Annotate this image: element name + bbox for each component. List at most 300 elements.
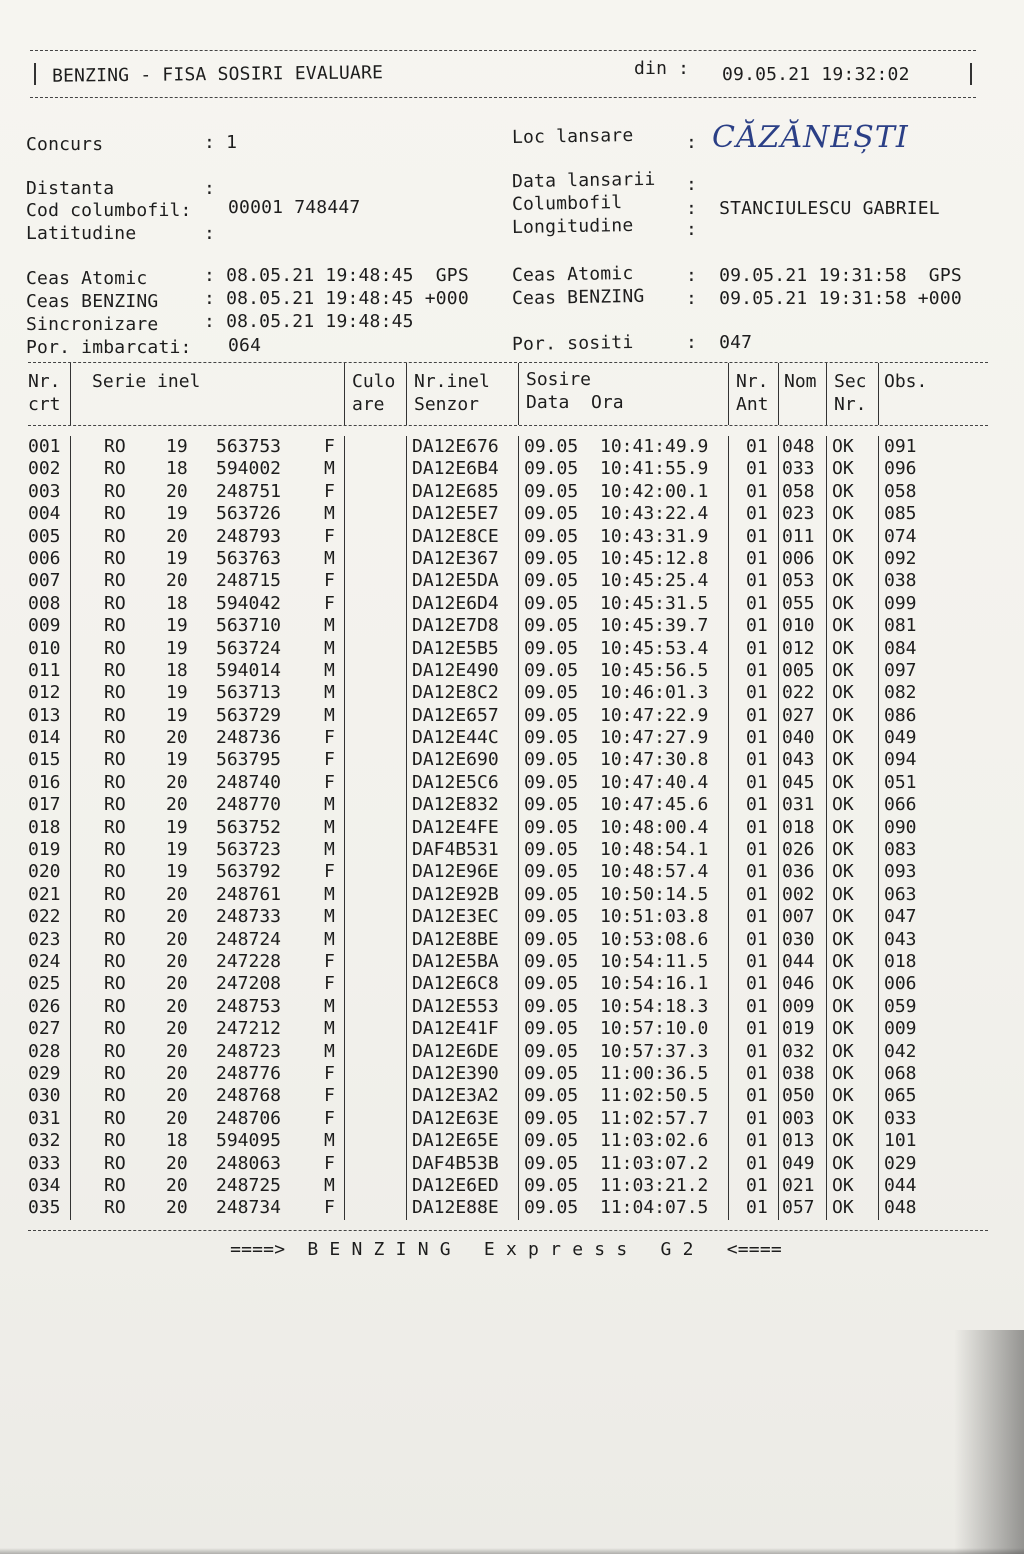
cell-ant: 01: [746, 883, 768, 905]
cell-senzor: DAF4B531: [412, 839, 499, 861]
cell-an: 20: [166, 906, 188, 928]
cell-data: 09.05: [524, 615, 579, 637]
cell-tara: RO: [104, 592, 126, 614]
table-row: [28, 951, 988, 973]
cell-nom: 031: [782, 794, 815, 816]
cell-inel: 563753: [216, 436, 282, 457]
page-shadow: [954, 1330, 1024, 1554]
cell-senzor: DA12E92B: [412, 883, 499, 905]
cell-ora: 10:47:30.8: [600, 749, 709, 771]
cell-sex: F: [324, 771, 335, 793]
cell-an: 19: [166, 861, 188, 883]
cell-senzor: DA12E832: [412, 794, 499, 816]
cell-tara: RO: [104, 637, 126, 659]
cell-nom: 050: [782, 1085, 815, 1107]
cell-senzor: DA12E63E: [412, 1107, 499, 1129]
cell-obs: 090: [884, 816, 917, 838]
cell-inel: 563729: [216, 704, 282, 726]
cell-sec: OK: [832, 928, 854, 950]
data-lansarii-label: Data lansarii: [511, 168, 656, 193]
concurs-label: Concurs: [26, 134, 104, 155]
cell-nr: 032: [28, 1130, 61, 1152]
cell-ora: 10:42:00.1: [600, 480, 709, 502]
cell-senzor: DA12E5E7: [412, 503, 499, 525]
cell-obs: 029: [884, 1152, 917, 1174]
cell-senzor: DA12E6D4: [412, 592, 499, 614]
cell-obs: 006: [884, 973, 917, 995]
cell-nom: 027: [782, 704, 815, 726]
cell-ora: 11:03:02.6: [600, 1130, 709, 1152]
cell-ant: 01: [746, 704, 768, 726]
cell-data: 09.05: [524, 525, 579, 547]
cell-sec: OK: [832, 704, 854, 726]
cell-inel: 563763: [216, 547, 282, 569]
cell-ora: 11:03:07.2: [600, 1152, 709, 1174]
cell-obs: 092: [884, 547, 917, 569]
cell-ant: 01: [746, 861, 768, 883]
cell-sec: OK: [832, 1062, 854, 1084]
cell-obs: 096: [884, 458, 917, 480]
cell-ora: 10:48:57.4: [600, 861, 709, 883]
cell-sec: OK: [832, 771, 854, 793]
cell-sec: OK: [832, 1085, 854, 1107]
table-row: [28, 615, 988, 637]
cell-obs: 047: [884, 906, 917, 928]
cell-sex: M: [324, 906, 335, 928]
cell-ora: 10:41:55.9: [600, 458, 709, 480]
table-row: [28, 839, 988, 861]
arrivals-table: [28, 362, 988, 1231]
cell-nr: 006: [28, 547, 61, 569]
cell-ora: 11:02:57.7: [600, 1107, 709, 1129]
cell-nr: 002: [28, 458, 61, 480]
cell-data: 09.05: [524, 592, 579, 614]
cell-nr: 026: [28, 995, 61, 1017]
cell-nom: 053: [782, 570, 815, 592]
cell-ant: 01: [746, 749, 768, 771]
cell-data: 09.05: [524, 659, 579, 681]
cell-sec: OK: [832, 1107, 854, 1129]
cell-ant: 01: [746, 1018, 768, 1040]
cell-obs: 066: [884, 794, 917, 816]
cell-nom: 018: [782, 816, 815, 838]
left-ceas-atomic-value: : 08.05.21 19:48:45 GPS: [204, 265, 469, 286]
th-culo: Culo: [352, 371, 396, 392]
table-row: [28, 570, 988, 592]
table-header: [28, 363, 988, 425]
th-data-ora: Data Ora: [526, 392, 624, 413]
cell-sec: OK: [832, 794, 854, 816]
cell-ant: 01: [746, 592, 768, 614]
cell-nom: 040: [782, 727, 815, 749]
cell-data: 09.05: [524, 503, 579, 525]
cell-sex: F: [324, 950, 335, 972]
cell-nom: 058: [782, 480, 815, 502]
cell-data: 09.05: [524, 458, 579, 480]
cell-senzor: DA12E96E: [412, 861, 499, 883]
cell-nom: 023: [782, 503, 815, 525]
cell-obs: 038: [884, 570, 917, 592]
cell-nr: 024: [28, 950, 61, 972]
cell-nom: 032: [782, 1040, 815, 1062]
cell-obs: 068: [884, 1062, 917, 1084]
cell-senzor: DA12E8BE: [412, 928, 499, 950]
loc-lansare-handwritten: CĂZĂNEȘTI: [712, 120, 909, 155]
table-row: [28, 794, 988, 816]
cell-nr: 029: [28, 1062, 61, 1084]
cell-sex: M: [324, 615, 335, 637]
cell-ant: 01: [746, 1152, 768, 1174]
cell-inel: 248736: [216, 727, 282, 749]
cell-senzor: DA12E6ED: [412, 1174, 499, 1196]
cell-senzor: DA12E4FE: [412, 816, 499, 838]
table-row: [28, 817, 988, 839]
cell-inel: 247212: [216, 1018, 282, 1040]
cell-tara: RO: [104, 861, 126, 883]
cell-tara: RO: [104, 883, 126, 905]
cell-sec: OK: [832, 436, 854, 457]
cell-inel: 248776: [216, 1062, 282, 1084]
cell-inel: 248706: [216, 1107, 282, 1129]
cell-nom: 021: [782, 1174, 815, 1196]
cell-an: 20: [166, 1085, 188, 1107]
cell-senzor: DA12E65E: [412, 1130, 499, 1152]
cell-sec: OK: [832, 615, 854, 637]
cell-ora: 10:47:22.9: [600, 704, 709, 726]
cell-tara: RO: [104, 659, 126, 681]
cell-data: 09.05: [524, 950, 579, 972]
cell-data: 09.05: [524, 973, 579, 995]
cell-ora: 10:53:08.6: [600, 928, 709, 950]
cell-nr: 015: [28, 749, 61, 771]
cell-obs: 044: [884, 1174, 917, 1196]
cell-obs: 084: [884, 637, 917, 659]
cell-sex: F: [324, 1062, 335, 1084]
cell-obs: 097: [884, 659, 917, 681]
cell-ant: 01: [746, 1040, 768, 1062]
din-label: din :: [634, 58, 690, 79]
cell-data: 09.05: [524, 749, 579, 771]
th-nr-ant: Nr.: [736, 371, 769, 392]
cell-an: 20: [166, 1062, 188, 1084]
cell-inel: 248733: [216, 906, 282, 928]
cell-inel: 248793: [216, 525, 282, 547]
cell-senzor: DA12E5B5: [412, 637, 499, 659]
cell-sex: M: [324, 883, 335, 905]
cell-an: 19: [166, 704, 188, 726]
cell-data: 09.05: [524, 794, 579, 816]
cell-data: 09.05: [524, 704, 579, 726]
cell-sec: OK: [832, 503, 854, 525]
cell-inel: 247208: [216, 973, 282, 995]
cell-ora: 10:54:11.5: [600, 950, 709, 972]
table-row: [28, 1175, 988, 1197]
cell-data: 09.05: [524, 1174, 579, 1196]
cell-ant: 01: [746, 973, 768, 995]
right-ceas-atomic-label: Ceas Atomic: [511, 262, 634, 287]
cell-sec: OK: [832, 1152, 854, 1174]
columbofil-label: Columbofil: [511, 192, 623, 215]
cell-nr: 031: [28, 1107, 61, 1129]
cell-an: 19: [166, 839, 188, 861]
cell-ora: 10:57:10.0: [600, 1018, 709, 1040]
cell-nr: 028: [28, 1040, 61, 1062]
cell-tara: RO: [104, 794, 126, 816]
cell-ora: 10:46:01.3: [600, 682, 709, 704]
cell-sec: OK: [832, 1040, 854, 1062]
cell-ant: 01: [746, 659, 768, 681]
cell-an: 20: [166, 973, 188, 995]
cell-ant: 01: [746, 547, 768, 569]
cell-nr: 001: [28, 436, 61, 457]
cell-ant: 01: [746, 950, 768, 972]
cell-senzor: DA12E676: [412, 436, 499, 457]
cell-ant: 01: [746, 1107, 768, 1129]
cell-data: 09.05: [524, 995, 579, 1017]
cell-ora: 10:45:39.7: [600, 615, 709, 637]
cell-obs: 085: [884, 503, 917, 525]
cell-an: 20: [166, 1152, 188, 1174]
cell-obs: 049: [884, 727, 917, 749]
cell-data: 09.05: [524, 682, 579, 704]
cell-an: 20: [166, 883, 188, 905]
cell-nom: 043: [782, 749, 815, 771]
cell-tara: RO: [104, 480, 126, 502]
table-row: [28, 1085, 988, 1107]
th-nr: Nr.: [28, 371, 61, 392]
cell-inel: 594042: [216, 592, 282, 614]
cell-sex: F: [324, 592, 335, 614]
cell-ant: 01: [746, 615, 768, 637]
cell-ora: 10:45:25.4: [600, 570, 709, 592]
cell-obs: 048: [884, 1197, 917, 1219]
cell-ant: 01: [746, 928, 768, 950]
cell-nom: 019: [782, 1018, 815, 1040]
cell-tara: RO: [104, 682, 126, 704]
cell-senzor: DA12E41F: [412, 1018, 499, 1040]
cell-inel: 248751: [216, 480, 282, 502]
cell-ora: 10:48:00.4: [600, 816, 709, 838]
cell-sec: OK: [832, 682, 854, 704]
cod-columbofil-label: Cod columbofil:: [26, 200, 192, 221]
cell-nom: 009: [782, 995, 815, 1017]
cell-tara: RO: [104, 928, 126, 950]
cell-sex: M: [324, 1018, 335, 1040]
cell-tara: RO: [104, 1152, 126, 1174]
cell-sex: M: [324, 682, 335, 704]
cell-tara: RO: [104, 771, 126, 793]
cell-ant: 01: [746, 525, 768, 547]
cell-sex: F: [324, 570, 335, 592]
page-bottom-edge: [0, 1548, 1024, 1554]
cell-inel: 563726: [216, 503, 282, 525]
cell-inel: 248724: [216, 928, 282, 950]
cell-sec: OK: [832, 637, 854, 659]
cell-nr: 010: [28, 637, 61, 659]
cell-data: 09.05: [524, 1062, 579, 1084]
cell-sec: OK: [832, 906, 854, 928]
distanta-value: :: [204, 178, 216, 199]
cell-ora: 10:43:22.4: [600, 503, 709, 525]
cell-nom: 046: [782, 973, 815, 995]
table-row: [28, 705, 988, 727]
cell-nr: 003: [28, 480, 61, 502]
cell-ora: 11:02:50.5: [600, 1085, 709, 1107]
cell-ora: 10:45:56.5: [600, 659, 709, 681]
cell-obs: 094: [884, 749, 917, 771]
cell-sex: F: [324, 1152, 335, 1174]
cell-data: 09.05: [524, 906, 579, 928]
cell-nr: 013: [28, 704, 61, 726]
right-ceas-benzing-value: : 09.05.21 19:31:58 +000: [686, 288, 962, 309]
cell-nom: 026: [782, 839, 815, 861]
cell-ant: 01: [746, 1197, 768, 1219]
table-row: [28, 1130, 988, 1152]
cell-inel: 247228: [216, 950, 282, 972]
cell-sec: OK: [832, 861, 854, 883]
table-row: [28, 458, 988, 480]
cell-sec: OK: [832, 525, 854, 547]
cell-an: 18: [166, 458, 188, 480]
cell-sec: OK: [832, 547, 854, 569]
cell-nr: 017: [28, 794, 61, 816]
cell-senzor: DA12E7D8: [412, 615, 499, 637]
cell-nr: 027: [28, 1018, 61, 1040]
cell-obs: 009: [884, 1018, 917, 1040]
cell-ora: 10:54:18.3: [600, 995, 709, 1017]
cell-obs: 074: [884, 525, 917, 547]
cell-sex: M: [324, 659, 335, 681]
cell-sex: M: [324, 458, 335, 480]
cell-data: 09.05: [524, 547, 579, 569]
cell-data: 09.05: [524, 771, 579, 793]
report-datetime: 09.05.21 19:32:02: [722, 64, 910, 85]
th-senzor: Senzor: [414, 394, 480, 415]
cell-senzor: DA12E367: [412, 547, 499, 569]
cell-sec: OK: [832, 973, 854, 995]
cell-data: 09.05: [524, 570, 579, 592]
cell-ant: 01: [746, 570, 768, 592]
cell-ant: 01: [746, 1130, 768, 1152]
cell-nr: 018: [28, 816, 61, 838]
cell-data: 09.05: [524, 883, 579, 905]
table-row: [28, 772, 988, 794]
longitudine-label: Longitudine: [511, 214, 634, 239]
cell-data: 09.05: [524, 1018, 579, 1040]
cell-sec: OK: [832, 1018, 854, 1040]
cell-inel: 248761: [216, 883, 282, 905]
cell-sec: OK: [832, 659, 854, 681]
cell-tara: RO: [104, 1174, 126, 1196]
table-row: [28, 1063, 988, 1085]
page-title: BENZING - FISA SOSIRI EVALUARE: [51, 62, 384, 87]
porumbei-sositi-label: Por. sositi: [511, 331, 634, 356]
cell-nom: 005: [782, 659, 815, 681]
cell-nr: 023: [28, 928, 61, 950]
cell-nom: 030: [782, 928, 815, 950]
cell-an: 20: [166, 570, 188, 592]
cell-ant: 01: [746, 1174, 768, 1196]
cell-senzor: DA12E5DA: [412, 570, 499, 592]
cell-tara: RO: [104, 570, 126, 592]
left-ceas-benzing-label: Ceas BENZING: [26, 291, 159, 312]
loc-lansare-sep: :: [686, 132, 698, 153]
cell-inel: 594095: [216, 1130, 282, 1152]
cell-tara: RO: [104, 1130, 126, 1152]
longitudine-value: :: [686, 219, 698, 240]
cell-an: 19: [166, 816, 188, 838]
cell-sex: M: [324, 816, 335, 838]
cell-nom: 057: [782, 1197, 815, 1219]
cell-nom: 002: [782, 883, 815, 905]
table-row: [28, 526, 988, 548]
table-row: [28, 1197, 988, 1219]
cell-ora: 10:50:14.5: [600, 883, 709, 905]
cell-inel: 563752: [216, 816, 282, 838]
cell-an: 19: [166, 436, 188, 457]
cell-nr: 005: [28, 525, 61, 547]
cell-data: 09.05: [524, 1085, 579, 1107]
cell-nr: 030: [28, 1085, 61, 1107]
cell-obs: 101: [884, 1130, 917, 1152]
cell-ant: 01: [746, 727, 768, 749]
table-row: [28, 660, 988, 682]
cell-ant: 01: [746, 794, 768, 816]
cell-sex: M: [324, 637, 335, 659]
cell-sec: OK: [832, 727, 854, 749]
cell-nom: 006: [782, 547, 815, 569]
cell-nr: 020: [28, 861, 61, 883]
cell-inel: 248715: [216, 570, 282, 592]
cell-sec: OK: [832, 749, 854, 771]
cell-an: 20: [166, 1018, 188, 1040]
cell-tara: RO: [104, 1018, 126, 1040]
cell-sec: OK: [832, 480, 854, 502]
cell-an: 19: [166, 503, 188, 525]
cell-data: 09.05: [524, 861, 579, 883]
table-row: [28, 1018, 988, 1040]
cell-nom: 055: [782, 592, 815, 614]
cell-sex: F: [324, 436, 335, 457]
cell-nr: 011: [28, 659, 61, 681]
cell-ora: 11:00:36.5: [600, 1062, 709, 1084]
cell-senzor: DA12E685: [412, 480, 499, 502]
cell-senzor: DA12E5BA: [412, 950, 499, 972]
th-sosire: Sosire: [526, 369, 592, 390]
cell-ora: 10:54:16.1: [600, 973, 709, 995]
cell-sex: F: [324, 727, 335, 749]
cell-sex: M: [324, 839, 335, 861]
table-body: [28, 426, 988, 1220]
cell-data: 09.05: [524, 436, 579, 457]
cell-inel: 248770: [216, 794, 282, 816]
table-row: [28, 996, 988, 1018]
cell-tara: RO: [104, 503, 126, 525]
cell-sex: M: [324, 704, 335, 726]
cell-data: 09.05: [524, 1107, 579, 1129]
cell-nr: 012: [28, 682, 61, 704]
th-serie-inel: Serie inel: [92, 371, 201, 392]
cell-sec: OK: [832, 995, 854, 1017]
cell-nom: 022: [782, 682, 815, 704]
cell-tara: RO: [104, 1040, 126, 1062]
cell-tara: RO: [104, 436, 126, 457]
cell-ora: 10:48:54.1: [600, 839, 709, 861]
cell-data: 09.05: [524, 727, 579, 749]
cell-nr: 016: [28, 771, 61, 793]
cell-data: 09.05: [524, 1130, 579, 1152]
cell-ant: 01: [746, 436, 768, 457]
